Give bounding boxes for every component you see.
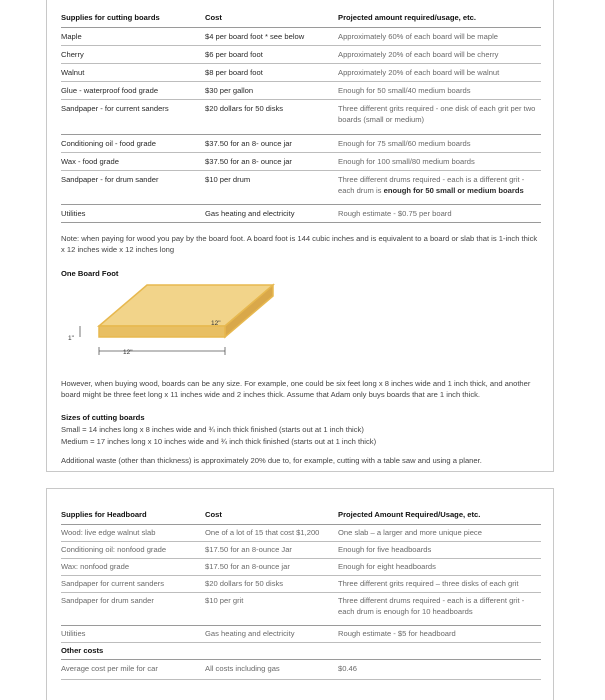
supply-cell: Utilities xyxy=(61,629,86,638)
board-top-face xyxy=(99,285,273,326)
other-costs-heading-row xyxy=(61,645,541,663)
thickness-label: 1" xyxy=(68,335,74,342)
usage-cell: Three different drums required - each is a different grit - each drum is enough for 10 headboards xyxy=(338,596,525,616)
table1-header-cost: Cost xyxy=(205,13,222,22)
supply-cell: Wax - food grade xyxy=(61,157,119,166)
cost-cell: $10 per grit xyxy=(205,596,244,605)
cost-cell: Gas heating and electricity xyxy=(205,209,295,218)
sizes-heading: Sizes of cutting boards xyxy=(61,413,145,422)
divider xyxy=(61,642,541,643)
other-item-cell: Average cost per mile for car xyxy=(61,664,158,673)
table2-row xyxy=(61,544,541,562)
table2-row xyxy=(61,527,541,545)
cost-cell: $8 per board foot xyxy=(205,68,263,77)
divider xyxy=(61,659,541,660)
usage-cell: Three different grits required - one disk of each grit per two boards (small or medium) xyxy=(338,104,536,124)
drum-note-plain: each drum is xyxy=(338,186,384,195)
cost-cell: $6 per board foot xyxy=(205,50,263,59)
board-foot-note: Note: when paying for wood you pay by the board foot. A board foot is 144 cubic inches and is equivalent to a board or slab that is 1-inch thick x 12 inches wide x 12 inches long xyxy=(61,234,538,254)
board-foot-heading: One Board Foot xyxy=(61,269,119,278)
usage-cell: Enough for eight headboards xyxy=(338,562,436,571)
usage-cell: Three different drums required - each is a different grit - each drum is enough for 50 small or medium boards xyxy=(338,175,525,195)
divider xyxy=(61,679,541,680)
board-foot-diagram xyxy=(47,0,555,472)
drum-note-bold: enough for 50 small or medium boards xyxy=(383,186,524,195)
waste-note: Additional waste (other than thickness) is approximately 20% due to, for example, cutting with a table saw and using a planer. xyxy=(61,456,482,465)
width-label: 12" xyxy=(123,349,133,356)
table2-row xyxy=(61,595,541,625)
other-costs-heading: Other costs xyxy=(61,646,104,655)
cost-cell: $10 per drum xyxy=(205,175,251,184)
usage-cell: One slab – a larger and more unique piece xyxy=(338,528,482,537)
supply-cell: Cherry xyxy=(61,50,84,59)
supply-cell: Sandpaper for current sanders xyxy=(61,579,164,588)
table2-header-supplies: Supplies for Headboard xyxy=(61,510,147,519)
size-medium: Medium = 17 inches long x 10 inches wide and ¾ inch thick finished (starts out at 1 inch thick) xyxy=(61,437,377,446)
supply-cell: Conditioning oil: nonfood grade xyxy=(61,545,167,554)
supply-cell: Walnut xyxy=(61,68,85,77)
depth-label: 12" xyxy=(211,320,221,327)
cost-cell: One of a lot of 15 that cost $1,200 xyxy=(205,528,320,537)
cost-cell: Gas heating and electricity xyxy=(205,629,295,638)
size-small: Small = 14 inches long x 8 inches wide and ¾ inch thick finished (starts out at 1 inch thick) xyxy=(61,425,364,434)
usage-cell: Rough estimate - $5 for headboard xyxy=(338,629,456,638)
cost-cell: $37.50 for an 8- ounce jar xyxy=(205,139,292,148)
supply-cell: Sandpaper for drum sander xyxy=(61,596,154,605)
usage-cell: Rough estimate - $0.75 per board xyxy=(338,209,452,218)
headboard-section xyxy=(46,488,554,700)
table2-row xyxy=(61,561,541,579)
table2-header-cost: Cost xyxy=(205,510,222,519)
cost-cell: $17.50 for an 8-ounce Jar xyxy=(205,545,292,554)
usage-cell: Approximately 60% of each board will be maple xyxy=(338,32,498,41)
cost-cell: $4 per board foot * see below xyxy=(205,32,305,41)
cost-cell: $20 dollars for 50 disks xyxy=(205,104,284,113)
supply-cell: Maple xyxy=(61,32,82,41)
board-size-paragraph: However, when buying wood, boards can be any size. For example, one could be six feet long x 8 inches wide and 1 inch thick, and another board might be three feet long x 11 inches wide and 2 inches thick. Assume that Adam only buys boards that are 1 inch thick. xyxy=(61,379,531,399)
cost-cell: $20 dollars for 50 disks xyxy=(205,579,284,588)
board-front-face xyxy=(99,326,225,337)
table1-header-supplies: Supplies for cutting boards xyxy=(61,13,160,22)
table1-header-projected: Projected amount required/usage, etc. xyxy=(338,13,476,22)
usage-cell: Approximately 20% of each board will be cherry xyxy=(338,50,499,59)
divider xyxy=(61,592,541,593)
other-value-cell: $0.46 xyxy=(338,664,358,673)
usage-cell: Three different grits required – three disks of each grit xyxy=(338,579,519,588)
divider xyxy=(61,558,541,559)
supply-cell: Utilities xyxy=(61,209,86,218)
cost-cell: $37.50 for an 8- ounce jar xyxy=(205,157,292,166)
supply-cell: Sandpaper - for drum sander xyxy=(61,175,159,184)
table2-row xyxy=(61,578,541,596)
table2-row xyxy=(61,628,541,646)
usage-cell: Enough for 75 small/60 medium boards xyxy=(338,139,471,148)
table2-header-projected: Projected Amount Required/Usage, etc. xyxy=(338,510,481,519)
usage-cell: Enough for 100 small/80 medium boards xyxy=(338,157,475,166)
supply-cell: Sandpaper - for current sanders xyxy=(61,104,169,113)
usage-cell: Enough for 50 small/40 medium boards xyxy=(338,86,471,95)
cost-cell: $17.50 for an 8-ounce jar xyxy=(205,562,290,571)
supply-cell: Conditioning oil - food grade xyxy=(61,139,156,148)
other-cost-cell: All costs including gas xyxy=(205,664,280,673)
supply-cell: Wood: live edge walnut slab xyxy=(61,528,156,537)
supply-cell: Glue - waterproof food grade xyxy=(61,86,159,95)
usage-cell: Enough for five headboards xyxy=(338,545,432,554)
cost-cell: $30 per gallon xyxy=(205,86,254,95)
usage-cell: Approximately 20% of each board will be walnut xyxy=(338,68,500,77)
divider xyxy=(61,625,541,626)
divider xyxy=(61,575,541,576)
divider xyxy=(61,541,541,542)
supply-cell: Wax: nonfood grade xyxy=(61,562,130,571)
cutting-board-section xyxy=(46,0,554,472)
divider xyxy=(61,524,541,525)
